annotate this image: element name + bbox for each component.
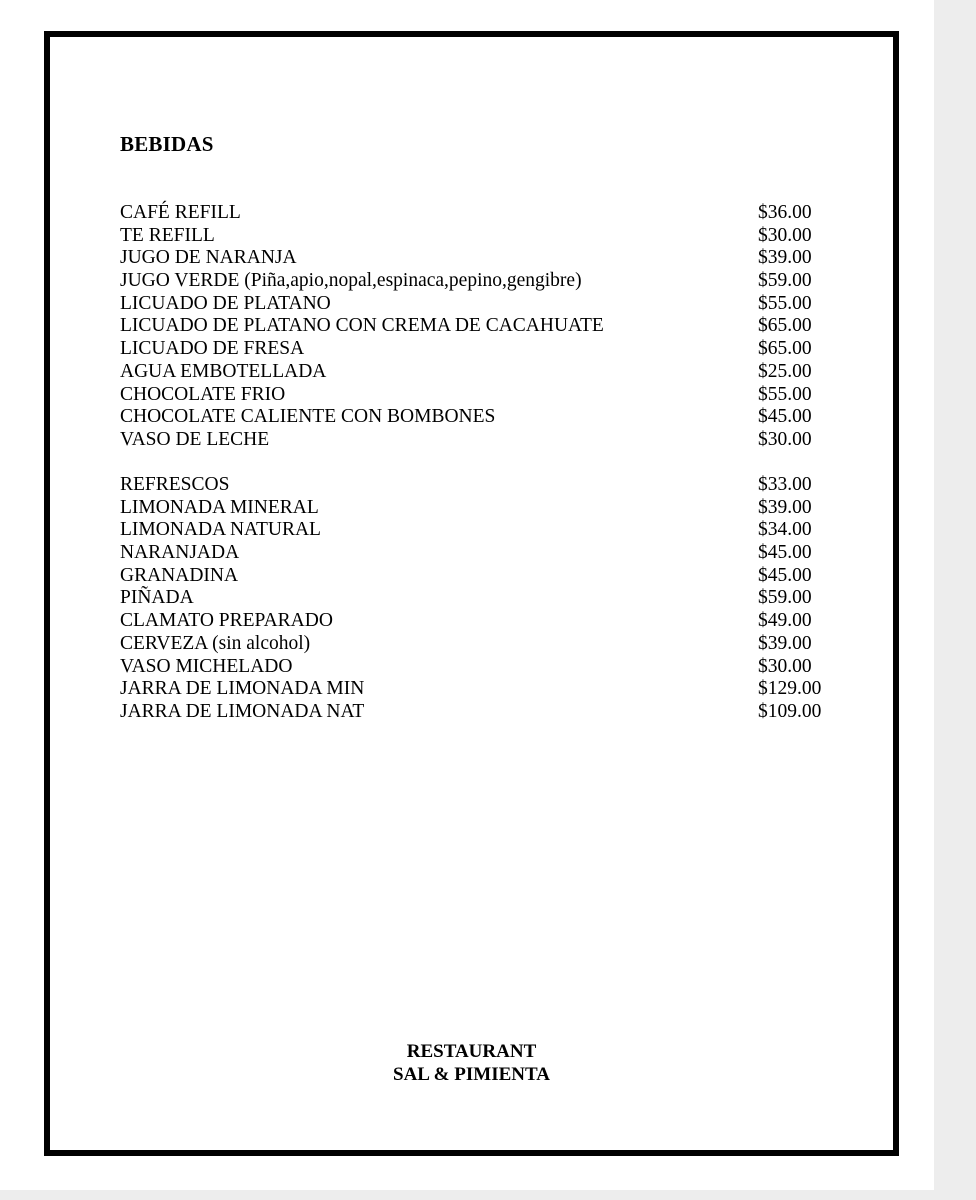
item-name: PIÑADA (120, 587, 194, 609)
item-name: CAFÉ REFILL (120, 202, 241, 223)
restaurant-footer (50, 1040, 893, 1086)
item-name: CLAMATO PREPARADO (120, 610, 333, 632)
item-name: NARANJADA (120, 542, 240, 564)
menu-item (120, 565, 826, 588)
item-name: CHOCOLATE CALIENTE CON BOMBONES (120, 406, 496, 428)
item-price: $39.00 (758, 632, 812, 654)
item-name: TE REFILL (120, 224, 215, 246)
item-price: $45.00 (758, 542, 812, 564)
item-price: $109.00 (758, 700, 822, 722)
item-price: $34.00 (758, 519, 812, 541)
menu-item (120, 406, 826, 429)
item-name: JUGO VERDE (Piña,apio,nopal,espinaca,pepino,gengibre) (120, 270, 582, 292)
item-price: $30.00 (758, 428, 812, 450)
item-name: LICUADO DE PLATANO CON CREMA DE CACAHUATE (120, 315, 604, 337)
item-price: $45.00 (758, 564, 812, 586)
footer-line-restaurant: RESTAURANT (406, 1041, 537, 1062)
menu-item (120, 497, 826, 520)
drinks-list-1 (120, 202, 826, 452)
item-price: $65.00 (758, 338, 812, 360)
item-name: LICUADO DE PLATANO (120, 292, 331, 314)
item-price: $59.00 (758, 270, 812, 292)
menu-item (120, 225, 826, 248)
item-price: $55.00 (758, 292, 812, 314)
menu-item (120, 701, 826, 724)
menu-item (120, 293, 826, 316)
item-name: LIMONADA MINERAL (120, 496, 319, 518)
footer-line-name: SAL & PIMIENTA (393, 1064, 550, 1085)
item-price: $65.00 (758, 315, 812, 337)
menu-item (120, 270, 826, 293)
item-name: VASO MICHELADO (120, 655, 293, 677)
item-price: $30.00 (758, 655, 812, 677)
item-price: $129.00 (758, 678, 822, 700)
item-price: $45.00 (758, 406, 812, 428)
menu-item (120, 678, 826, 701)
item-price: $33.00 (758, 474, 812, 495)
menu-item (120, 610, 826, 633)
item-name: LICUADO DE FRESA (120, 338, 305, 360)
menu-item (120, 656, 826, 679)
item-name: CERVEZA (sin alcohol) (120, 632, 311, 654)
menu-item (120, 202, 826, 225)
menu-item (120, 338, 826, 361)
item-price: $30.00 (758, 224, 812, 246)
menu-item (120, 542, 826, 565)
item-name: LIMONADA NATURAL (120, 519, 321, 541)
item-name: AGUA EMBOTELLADA (120, 360, 327, 382)
item-price: $36.00 (758, 202, 812, 223)
menu-item (120, 315, 826, 338)
section-title: BEBIDAS (120, 132, 214, 156)
menu-item (120, 633, 826, 656)
item-name: REFRESCOS (120, 474, 230, 495)
menu-item (120, 361, 826, 384)
item-name: JARRA DE LIMONADA MIN (120, 678, 365, 700)
item-price: $49.00 (758, 610, 812, 632)
menu-item (120, 247, 826, 270)
item-price: $39.00 (758, 247, 812, 269)
item-name: GRANADINA (120, 564, 239, 586)
item-name: VASO DE LECHE (120, 428, 270, 450)
item-name: JARRA DE LIMONADA NAT (120, 700, 365, 722)
item-price: $25.00 (758, 360, 812, 382)
item-price: $59.00 (758, 587, 812, 609)
item-name: JUGO DE NARANJA (120, 247, 297, 269)
menu-item (120, 384, 826, 407)
menu-border-frame (44, 31, 899, 1156)
item-price: $39.00 (758, 496, 812, 518)
drinks-list-2 (120, 474, 826, 724)
menu-item (120, 519, 826, 542)
menu-item (120, 429, 826, 452)
item-name: CHOCOLATE FRIO (120, 383, 286, 405)
menu-item (120, 474, 826, 497)
item-price: $55.00 (758, 383, 812, 405)
menu-item (120, 587, 826, 610)
